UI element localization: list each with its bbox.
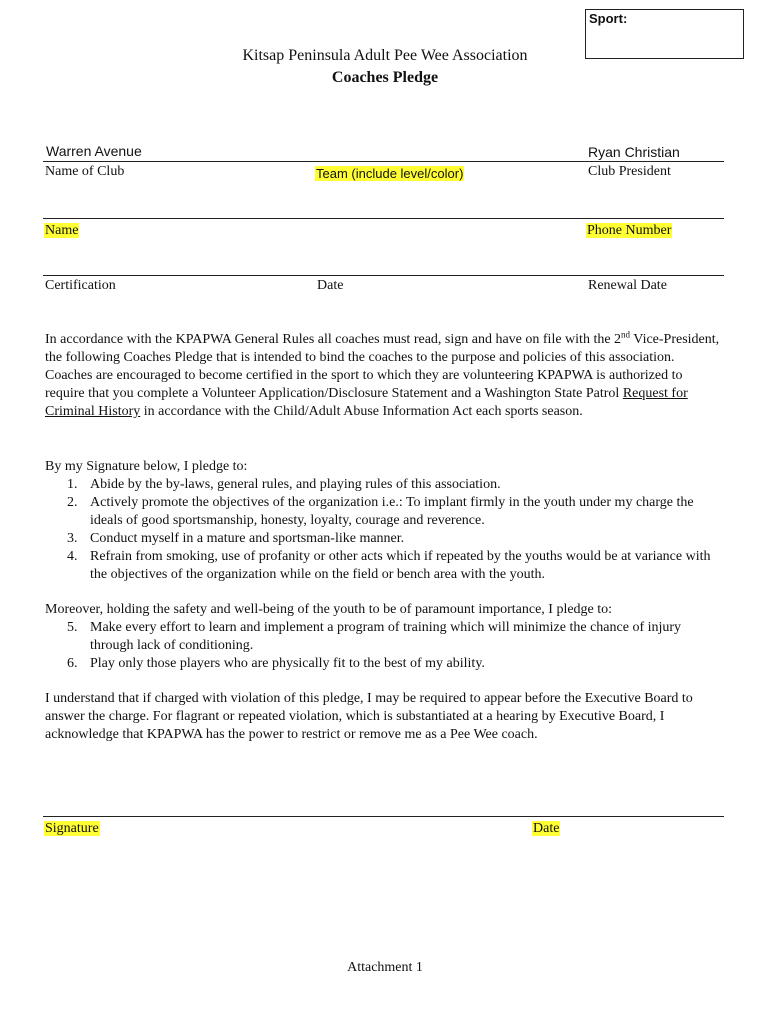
name-row-line [43, 218, 724, 219]
list-item-number: 5. [67, 620, 78, 635]
club-president-value[interactable]: Ryan Christian [588, 144, 680, 160]
club-name-value[interactable]: Warren Avenue [46, 143, 142, 159]
phone-number-label [586, 221, 672, 239]
pledge-2-lead: Moreover, holding the safety and well-being of the youth to be of paramount importance, I pledge to: [45, 602, 613, 617]
document-subtitle: Coaches Pledge [331, 69, 439, 86]
list-item [45, 655, 725, 673]
signature-label-text: Signature [45, 821, 99, 836]
intro-paragraph [45, 331, 725, 421]
intro-text [45, 331, 725, 421]
list-item-text: Actively promote the objectives of the organization i.e.: To implant firmly in the youth under my charge the ideals of good sportsmanship, honesty, loyalty, courage and reverence. [90, 495, 694, 528]
document-title: Kitsap Peninsula Adult Pee Wee Association [242, 47, 528, 64]
list-item-text: Abide by the by-laws, general rules, and playing rules of this association. [90, 477, 501, 492]
team-label-text: Team (include level/color) [316, 166, 464, 181]
certification-row-line [43, 275, 724, 276]
club-president-label: Club President [588, 164, 671, 179]
phone-number-label-text: Phone Number [587, 223, 672, 238]
list-item-number: 3. [67, 531, 78, 546]
criminal-history-link[interactable]: Request for Criminal History [45, 386, 688, 419]
intro-superscript: nd [621, 329, 631, 340]
signature-label [44, 819, 100, 837]
certification-date-label: Date [317, 278, 344, 293]
intro-text-part1: In accordance with the KPAPWA General Rules all coaches must read, sign and have on file with the 2 [45, 332, 622, 347]
name-label [44, 221, 79, 239]
list-item-number: 2. [67, 495, 78, 510]
list-item-text: Play only those players who are physically fit to the best of my ability. [90, 656, 485, 671]
intro-text-part2: Vice-President, the following Coaches Pledge that is intended to bind the coaches to the purpose and policies of this association. Coaches are encouraged to become certified in the sport to which they are volunteering KPAPWA is authorized to require that you complete a Volunteer Application/Disclosure Statement and a Washington State Patrol [45, 332, 720, 401]
pledge-1-list [45, 476, 725, 584]
list-item [45, 548, 725, 584]
list-item-text: Refrain from smoking, use of profanity or other acts which if repeated by the youths would be at variance with the objectives of the organization while on the field or bench area with the youth. [90, 549, 711, 582]
pledge-1-lead: By my Signature below, I pledge to: [45, 459, 248, 474]
list-item-number: 4. [67, 549, 78, 564]
intro-text-part3: in accordance with the Child/Adult Abuse Information Act each sports season. [140, 404, 583, 419]
signature-row-line [43, 816, 724, 817]
list-item-text: Make every effort to learn and implement a program of training which will minimize the chance of injury through lack of conditioning. [90, 620, 682, 653]
signature-date-label [532, 819, 560, 837]
closing-text: I understand that if charged with violation of this pledge, I may be required to appear before the Executive Board to answer the charge. For flagrant or repeated violation, which is substantiated at a hearing by Executive Board, I acknowledge that KPAPWA has the power to restrict or remove me as a Pee Wee coach. [45, 691, 693, 742]
club-row-line [43, 161, 724, 162]
list-item [45, 530, 725, 548]
list-item-number: 1. [67, 477, 78, 492]
attachment-footer: Attachment 1 [347, 960, 423, 975]
signature-date-label-text: Date [533, 821, 560, 836]
pledge-section-2 [45, 601, 725, 673]
certification-label: Certification [45, 278, 116, 293]
list-item-number: 6. [67, 656, 78, 671]
name-label-text: Name [45, 223, 79, 238]
list-item [45, 476, 725, 494]
list-item [45, 494, 725, 530]
club-name-label: Name of Club [45, 164, 125, 179]
pledge-section-1 [45, 458, 725, 584]
list-item [45, 619, 725, 655]
renewal-date-label: Renewal Date [588, 278, 667, 293]
sport-label: Sport: [589, 11, 628, 26]
pledge-2-list [45, 619, 725, 673]
team-label [315, 165, 464, 183]
closing-paragraph [45, 690, 725, 744]
list-item-text: Conduct myself in a mature and sportsman-like manner. [90, 531, 405, 546]
